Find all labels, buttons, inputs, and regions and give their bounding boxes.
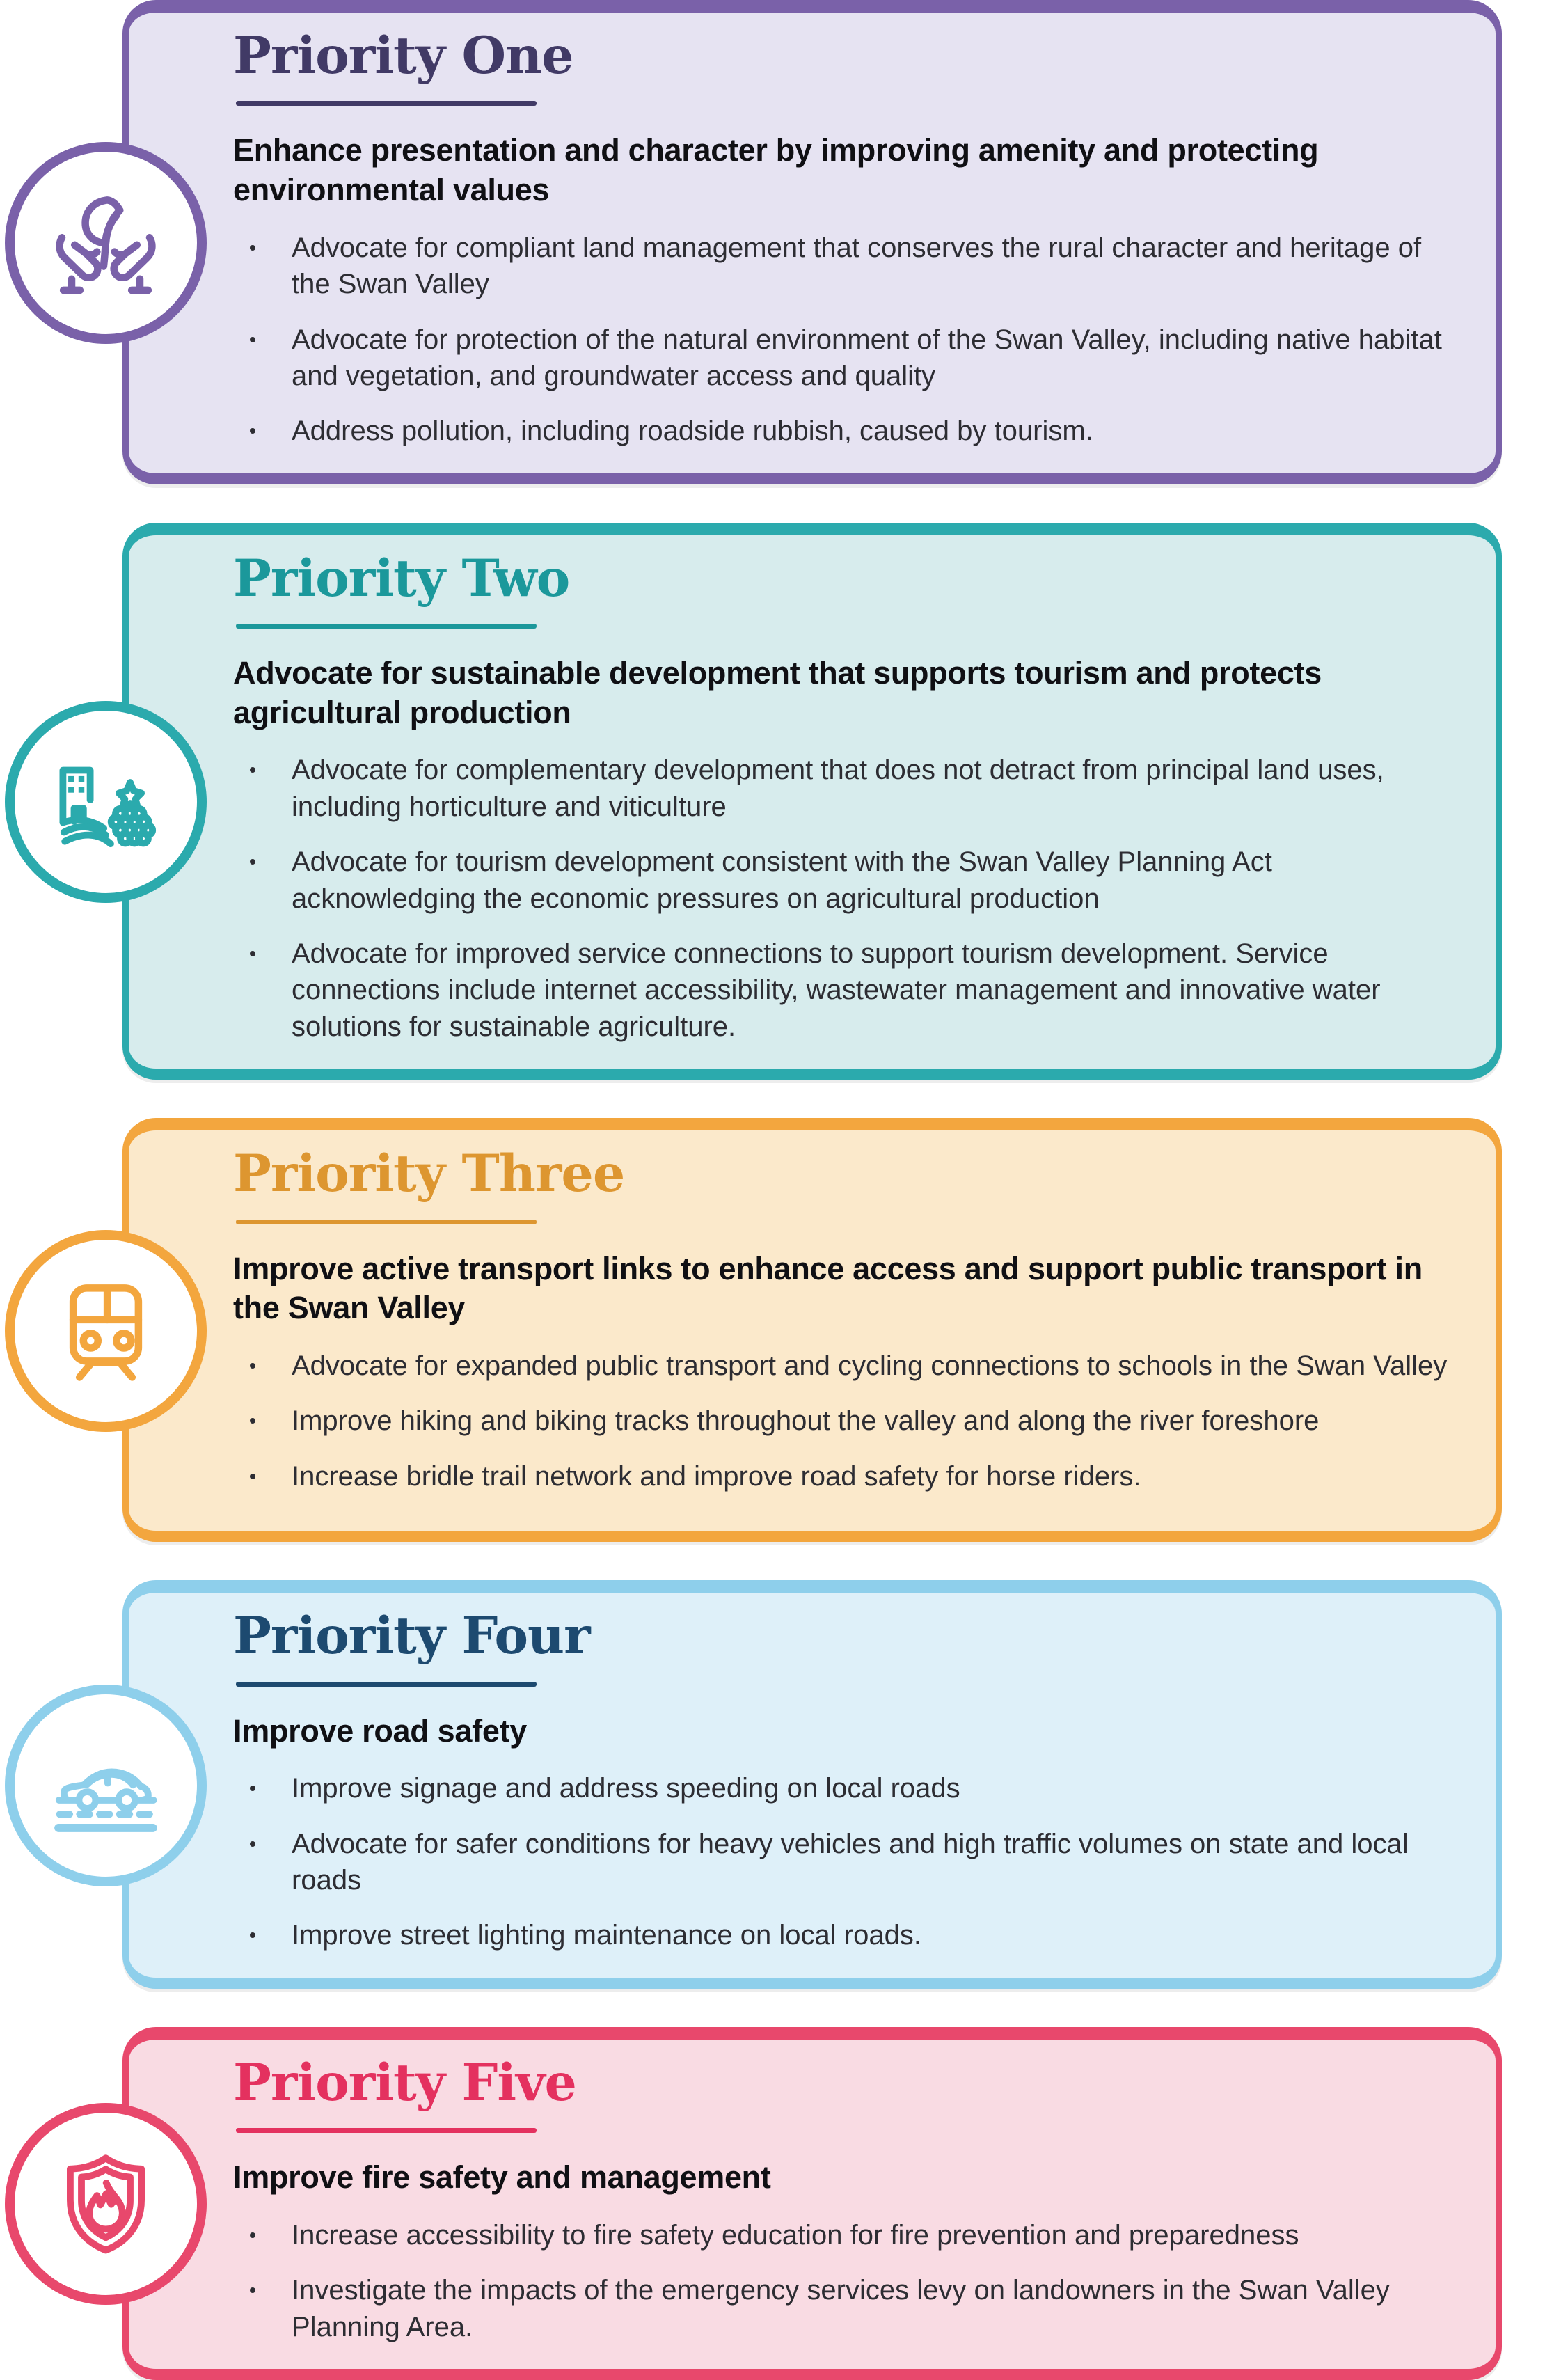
bullet-item: Increase bridle trail network and improve road safety for horse riders. — [233, 1458, 1454, 1495]
bullet-item: Advocate for compliant land management that conserves the rural character and heritage of the Swan Valley — [233, 230, 1454, 303]
title-underline — [236, 1220, 537, 1224]
bullet-item: Investigate the impacts of the emergency services levy on landowners in the Swan Valley Planning Area. — [233, 2272, 1454, 2345]
bullet-item: Advocate for safer conditions for heavy vehicles and high traffic volumes on state and local roads — [233, 1826, 1454, 1899]
priority-icon-circle — [5, 1685, 207, 1886]
priority-card-five — [122, 2027, 1502, 2380]
priority-subtitle: Improve active transport links to enhance access and support public transport in the Swan Valley — [233, 1250, 1423, 1326]
priority-card-four — [122, 1580, 1502, 1989]
priority-title: Priority Two — [233, 548, 570, 608]
winery-icon — [47, 743, 164, 860]
priority-icon-circle — [5, 701, 207, 903]
priority-bullets — [233, 2217, 1454, 2345]
priority-subtitle: Improve fire safety and management — [233, 2159, 771, 2196]
bullet-item: Advocate for improved service connections to support tourism development. Service connections include internet accessibility, wastewater management and innovative water solutions for sustainable agriculture. — [233, 936, 1454, 1045]
priority-bullets — [233, 230, 1454, 450]
bullet-item: Improve hiking and biking tracks throughout the valley and along the river foreshore — [233, 1403, 1454, 1439]
title-underline — [236, 1682, 537, 1687]
priority-title: Priority Four — [233, 1606, 590, 1666]
bullet-item: Advocate for expanded public transport and cycling connections to schools in the Swan Valley — [233, 1348, 1454, 1384]
title-underline — [236, 2128, 537, 2133]
hands-plant-icon — [47, 184, 164, 301]
train-icon — [47, 1272, 164, 1389]
bullet-item: Advocate for protection of the natural environment of the Swan Valley, including native habitat and vegetation, and groundwater access and quality — [233, 322, 1454, 395]
priority-card-three — [122, 1118, 1502, 1542]
priority-icon-circle — [5, 1230, 207, 1432]
priority-icon-circle — [5, 142, 207, 344]
priority-bullets — [233, 752, 1454, 1045]
bullet-item: Increase accessibility to fire safety education for fire prevention and preparedness — [233, 2217, 1454, 2253]
priority-subtitle: Advocate for sustainable development that supports tourism and protects agricultural production — [233, 655, 1322, 730]
title-underline — [236, 624, 537, 629]
priority-title: Priority One — [233, 26, 573, 86]
title-underline — [236, 101, 537, 106]
priority-subtitle: Enhance presentation and character by improving amenity and protecting environmental values — [233, 132, 1319, 208]
priority-icon-circle — [5, 2103, 207, 2305]
priority-card-two — [122, 523, 1502, 1080]
priority-card-one — [122, 0, 1502, 484]
bullet-item: Address pollution, including roadside rubbish, caused by tourism. — [233, 413, 1454, 449]
car-icon — [47, 1727, 164, 1844]
priority-subtitle: Improve road safety — [233, 1712, 527, 1749]
bullet-item: Improve street lighting maintenance on local roads. — [233, 1917, 1454, 1953]
bullet-item: Advocate for tourism development consistent with the Swan Valley Planning Act acknowledging the economic pressures on agricultural production — [233, 844, 1454, 917]
bullet-item: Advocate for complementary development that does not detract from principal land uses, including horticulture and viticulture — [233, 752, 1454, 825]
priority-title: Priority Three — [233, 1144, 625, 1204]
priority-title: Priority Five — [233, 2052, 576, 2113]
priority-bullets — [233, 1348, 1454, 1495]
shield-flame-icon — [47, 2145, 164, 2262]
bullet-item: Improve signage and address speeding on local roads — [233, 1770, 1454, 1806]
priority-bullets — [233, 1770, 1454, 1954]
